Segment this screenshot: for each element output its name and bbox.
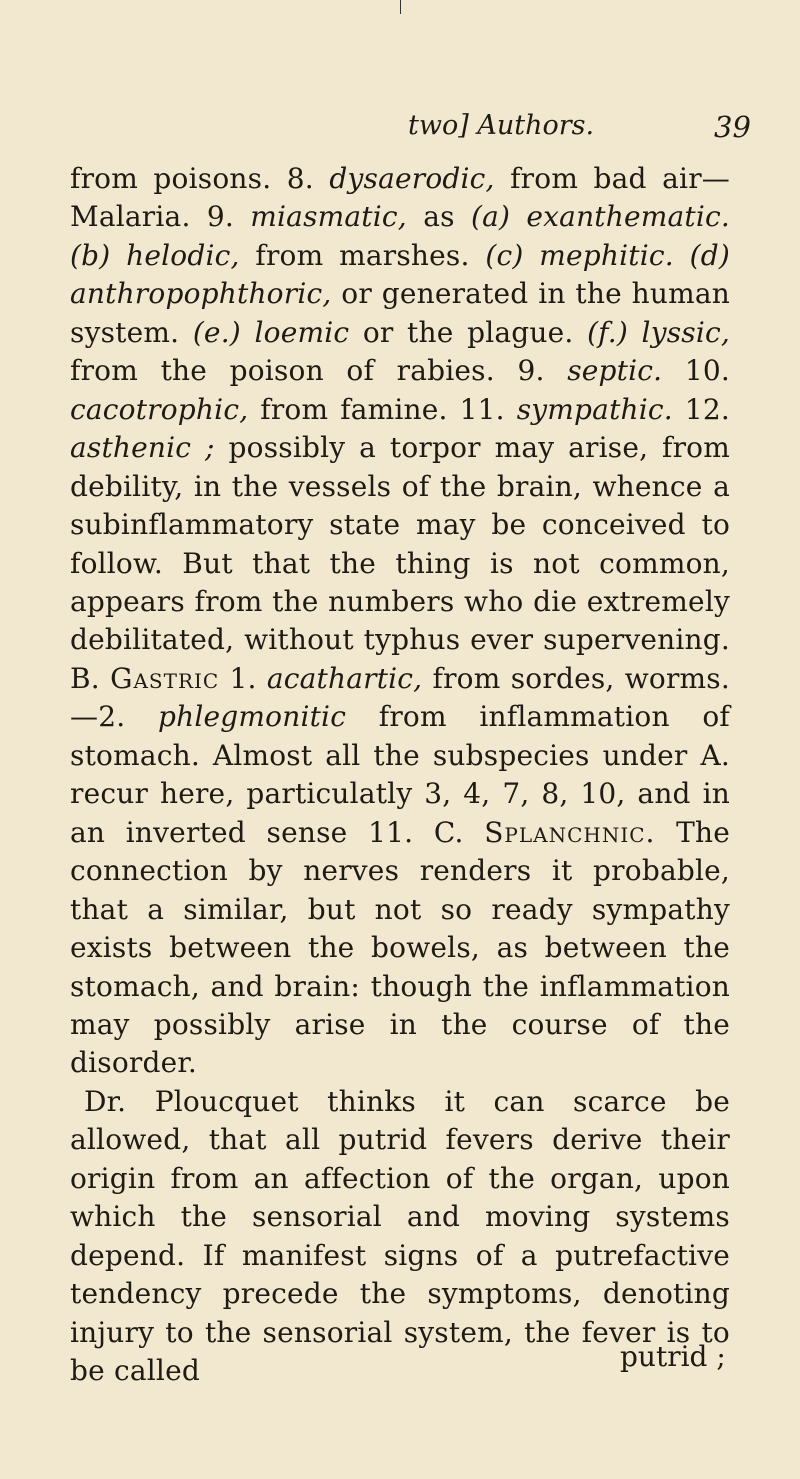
text-run: from marshes. bbox=[239, 238, 486, 272]
text-run: or generated in the human system. bbox=[70, 277, 730, 349]
text-run: from sordes, worms.—2. bbox=[70, 661, 730, 734]
text-run: from inflammation of stomach. Almost all the subspecies under A. recur here, particulatly 3, 4, 7, 8, 10, and in an inverted sense 11. C. bbox=[70, 700, 730, 849]
text-run: 1. bbox=[219, 661, 267, 695]
small-caps-heading: Gastric bbox=[110, 661, 220, 695]
italic-term: phlegmonitic bbox=[158, 700, 347, 734]
text-run: 12. bbox=[672, 392, 730, 426]
text-run: The connection by nerves renders it probable, that a similar, but not so ready sympathy exists between the bowels, as between the stomach, and brain: though the inflammation may possibly arise in the course of the disorder. bbox=[70, 815, 730, 1080]
italic-term: septic. bbox=[567, 354, 663, 388]
italic-term: dysaerodic, bbox=[329, 162, 495, 195]
top-edge-mark bbox=[400, 0, 401, 14]
paragraph-1 bbox=[70, 160, 730, 1083]
running-head bbox=[0, 110, 800, 150]
italic-term: asthenic ; bbox=[70, 431, 215, 465]
text-run: possibly a torpor may arise, from debility, in the vessels of the brain, whence a subinflammatory state may be conceived to follow. But that the thing is not common, appears from the numbers who die extremely debilitated, without typhus ever supervening. B. bbox=[70, 431, 730, 695]
text-run: or the plague. bbox=[349, 315, 588, 349]
italic-term: miasmatic, bbox=[250, 200, 407, 234]
italic-term: (a) exanthematic. (b) helodic, bbox=[70, 200, 730, 272]
italic-term: (f.) lyssic, bbox=[587, 315, 730, 349]
body-text bbox=[70, 160, 730, 1391]
text-run: 10. bbox=[662, 354, 730, 388]
italic-term: acathartic, bbox=[266, 661, 423, 695]
text-run: from poisons. 8. bbox=[70, 162, 330, 195]
text-run: from famine. 11. bbox=[248, 392, 517, 426]
running-head-title: two] Authors. bbox=[408, 110, 595, 141]
text-run: from bad air— Malaria. 9. bbox=[70, 162, 730, 234]
catchword: putrid ; bbox=[620, 1340, 726, 1373]
paragraph-2: Dr. Ploucquet thinks it can scarce be allowed, that all putrid fevers derive their origin from an affection of the organ, upon which the sensorial and moving systems depend. If manifest signs of a putrefactive tendency precede the symptoms, denoting injury to the sensorial system, the fever is to be called bbox=[70, 1084, 730, 1388]
text-run: from the poison of rabies. 9. bbox=[70, 354, 568, 388]
italic-term: (e.) loemic bbox=[192, 315, 350, 349]
page-number: 39 bbox=[714, 110, 751, 144]
italic-term: (c) mephitic. (d) anthropophthoric, bbox=[70, 238, 731, 311]
italic-term: sympathic. bbox=[516, 392, 673, 426]
text-run: as bbox=[406, 200, 471, 234]
italic-term: cacotrophic, bbox=[70, 392, 249, 426]
small-caps-heading: Splanchnic. bbox=[484, 815, 656, 849]
